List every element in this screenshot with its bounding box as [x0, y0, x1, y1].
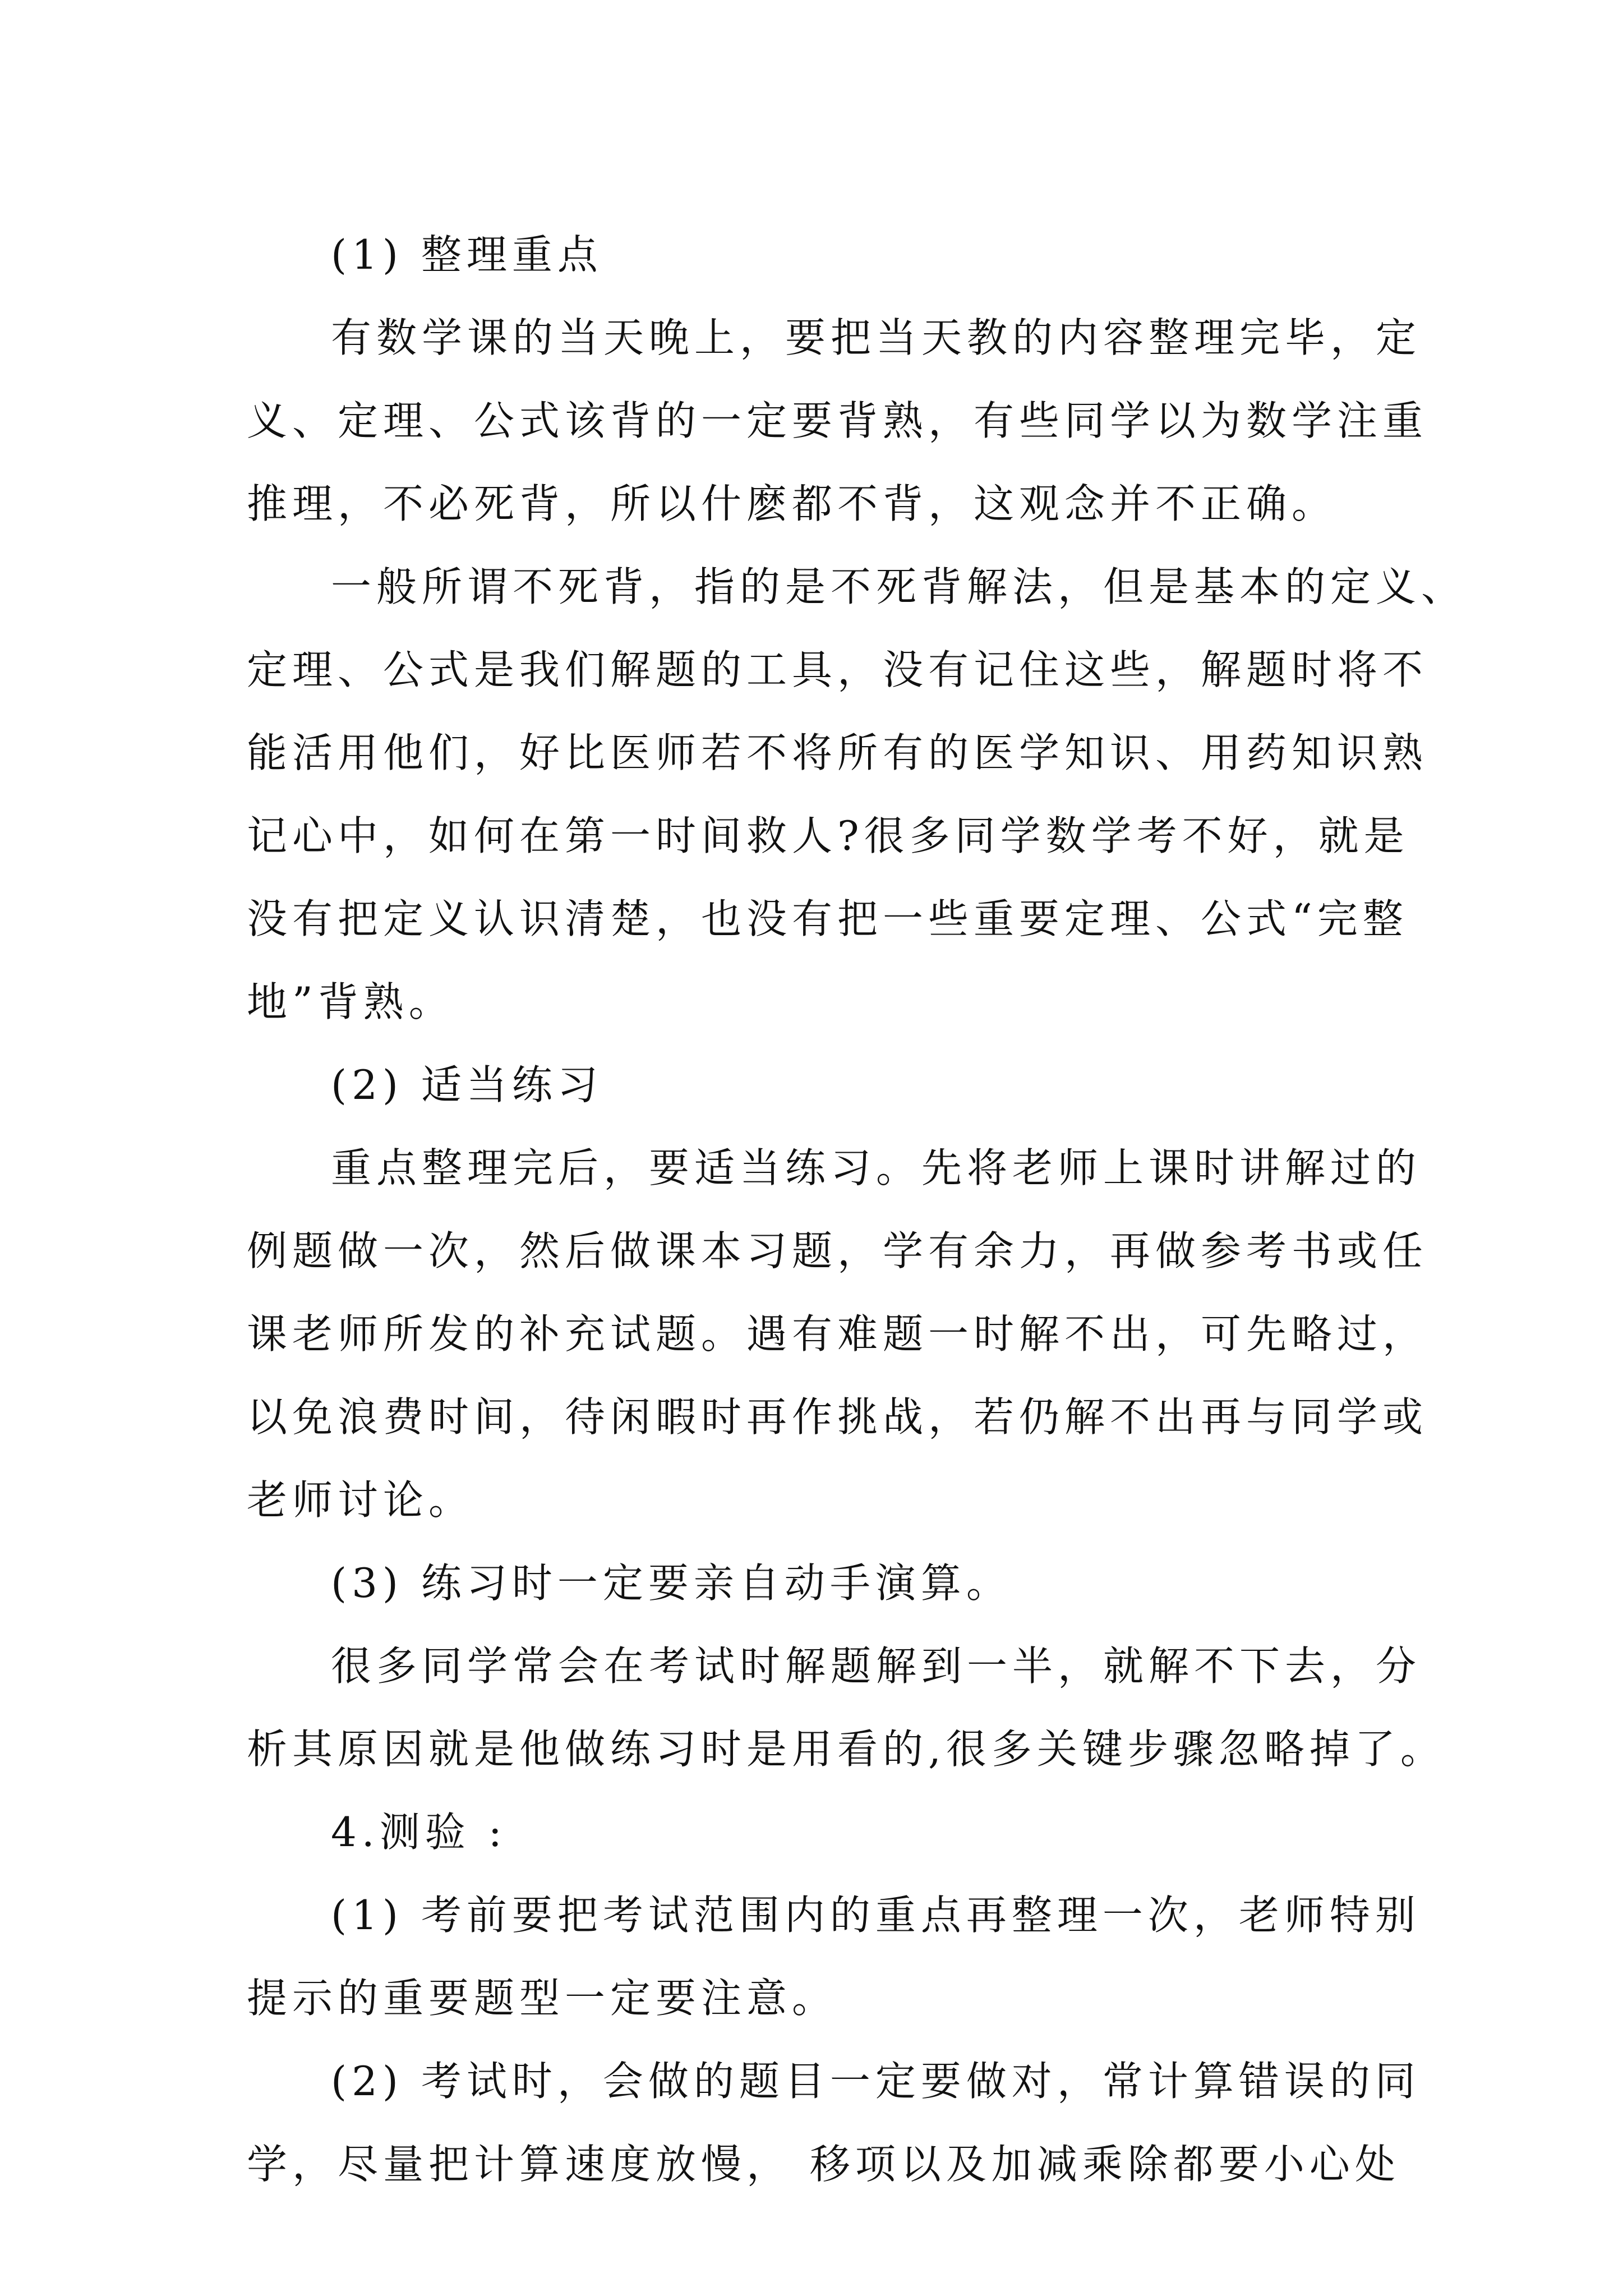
text-line: (3) 练习时一定要亲自动手演算。: [331, 1559, 1012, 1607]
text-line: 学，尽量把计算速度放慢， 移项以及加减乘除都要小心处: [247, 2141, 1400, 2188]
text-line: 义、定理、公式该背的一定要背熟，有些同学以为数学注重: [247, 397, 1428, 444]
text-line: 提示的重要题型一定要注意。: [247, 1975, 838, 2022]
text-line: 很多同学常会在考试时解题解到一半，就解不下去，分: [331, 1642, 1422, 1690]
text-line: 重点整理完后，要适当练习。先将老师上课时讲解过的: [331, 1144, 1422, 1191]
document-body: [247, 213, 1467, 2206]
text-line: 推理，不必死背，所以什麽都不背，这观念并不正确。: [247, 480, 1338, 527]
text-line: 地”背熟。: [247, 978, 454, 1025]
text-line: 一般所谓不死背，指的是不死背解法，但是基本的定义、: [331, 563, 1467, 610]
text-line: 记心中，如何在第一时间救人?很多同学数学考不好，就是: [247, 812, 1409, 859]
text-line: 析其原因就是他做练习时是用看的,很多关键步骤忽略掉了。: [247, 1726, 1446, 1773]
text-line: 没有把定义认识清楚，也没有把一些重要定理、公式“完整: [247, 895, 1408, 942]
text-line: 能活用他们，好比医师若不将所有的医学知识、用药知识熟: [247, 729, 1428, 776]
text-line: 课老师所发的补充试题。遇有难题一时解不出，可先略过，: [247, 1310, 1428, 1358]
text-line: 老师讨论。: [247, 1476, 474, 1524]
text-line: 例题做一次，然后做课本习题，学有余力，再做参考书或任: [247, 1227, 1428, 1274]
text-line: 以免浪费时间，待闲暇时再作挑战，若仍解不出再与同学或: [247, 1393, 1428, 1441]
text-line: 定理、公式是我们解题的工具，没有记住这些，解题时将不: [247, 646, 1428, 693]
text-line: (2) 考试时，会做的题目一定要做对，常计算错误的同: [331, 2058, 1421, 2105]
text-line: (2) 适当练习: [331, 1061, 603, 1108]
text-line: (1) 考前要把考试范围内的重点再整理一次，老师特别: [331, 1892, 1421, 1939]
text-line: (1) 整理重点: [331, 231, 603, 278]
text-line: 4.测验 :: [331, 1809, 507, 1856]
text-line: 有数学课的当天晚上，要把当天教的内容整理完毕，定: [331, 314, 1422, 361]
